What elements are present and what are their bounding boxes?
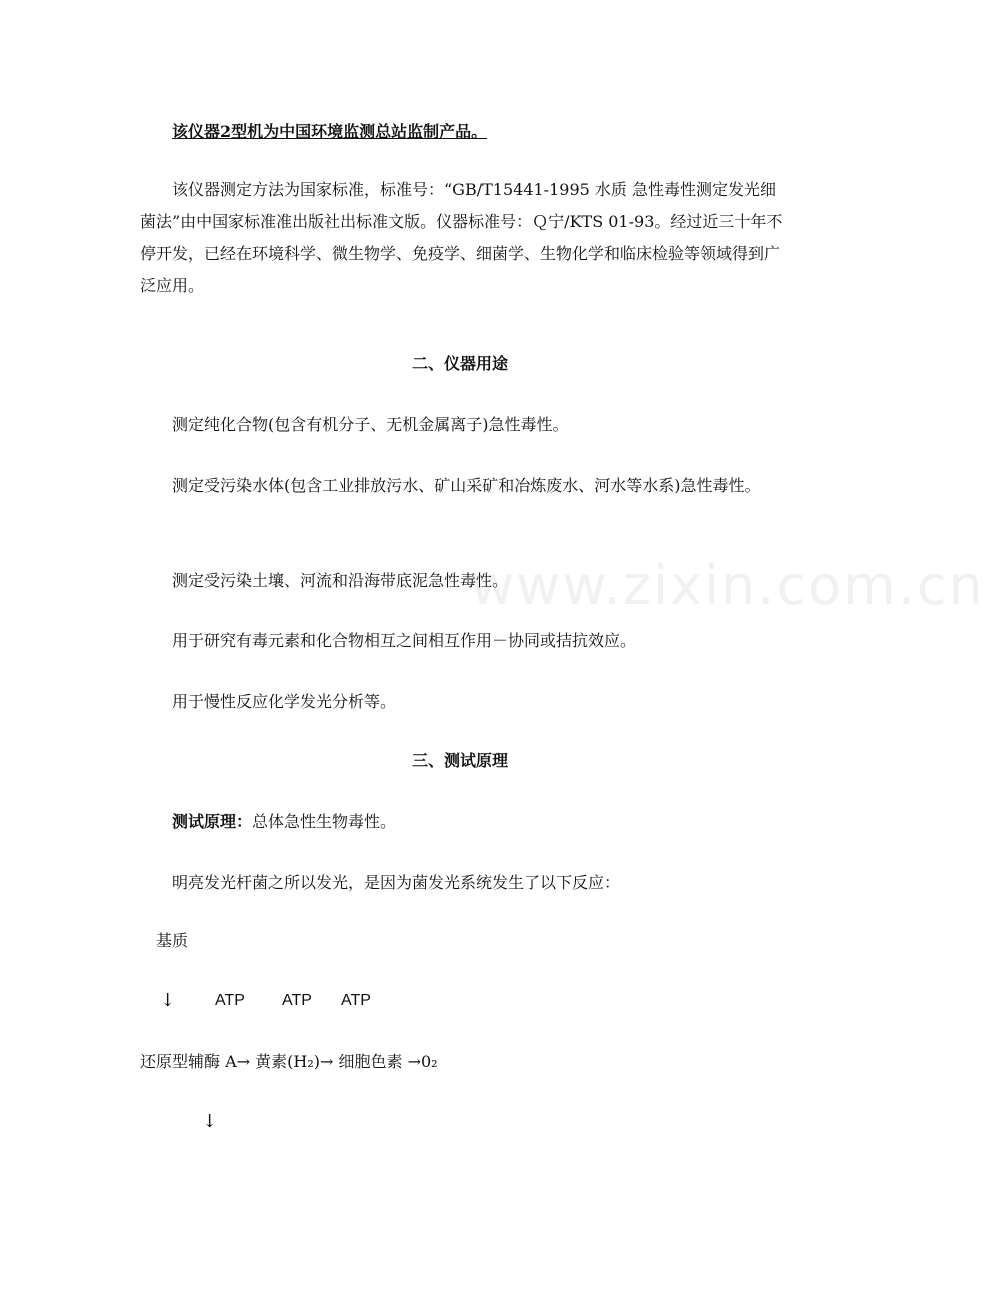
section-heading-principle: 三、测试原理 [411,751,508,770]
atp-label: ATP [215,992,245,1009]
section-heading-usage: 二、仪器用途 [411,354,508,373]
electron-chain: 还原型辅酶 A→ 黄素(H₂)→ 细胞色素 →0₂ [140,1052,438,1071]
substrate-label: 基质 [156,931,189,950]
usage-item: 用于慢性反应化学发光分析等。 [172,692,397,711]
principle-text: 总体急性生物毒性。 [252,812,397,831]
arrow-down-icon: ↓ [160,990,176,1011]
usage-item: 测定受污染土壤、河流和沿海带底泥急性毒性。 [172,571,509,590]
principle-line [140,806,786,838]
usage-item: 用于研究有毒元素和化合物相互之间相互作用－协同或拮抗效应。 [172,631,637,650]
watermark: www.zixin.com.cn [470,554,985,617]
usage-item: 测定受污染水体(包含工业排放污水、矿山采矿和冶炼废水、河水等水系)急性毒性。 [172,476,761,495]
principle-label: 测试原理： [172,812,253,831]
reaction-intro: 明亮发光杆菌之所以发光，是因为菌发光系统发生了以下反应： [172,873,621,892]
atp-label: ATP [341,992,371,1009]
usage-item: 测定纯化合物(包含有机分子、无机金属离子)急性毒性。 [172,415,569,434]
arrow-down-icon: ↓ [202,1111,218,1132]
intro-paragraph: 该仪器测定方法为国家标准，标准号：“GB/T15441-1995 水质 急性毒性测定发光细菌法”由中国家标准准出版社出标准文版。仪器标准号：Ｑ宁/KTS 01-93。经过近三十年不停开发，已经在环境科学、微生物学、免疫学、细菌学、生物化学和临床检验等领域得到广泛应用。 [140,180,783,295]
atp-label: ATP [282,992,312,1009]
intro-line: 该仪器2型机为中国环境监测总站监制产品。 [172,122,488,141]
